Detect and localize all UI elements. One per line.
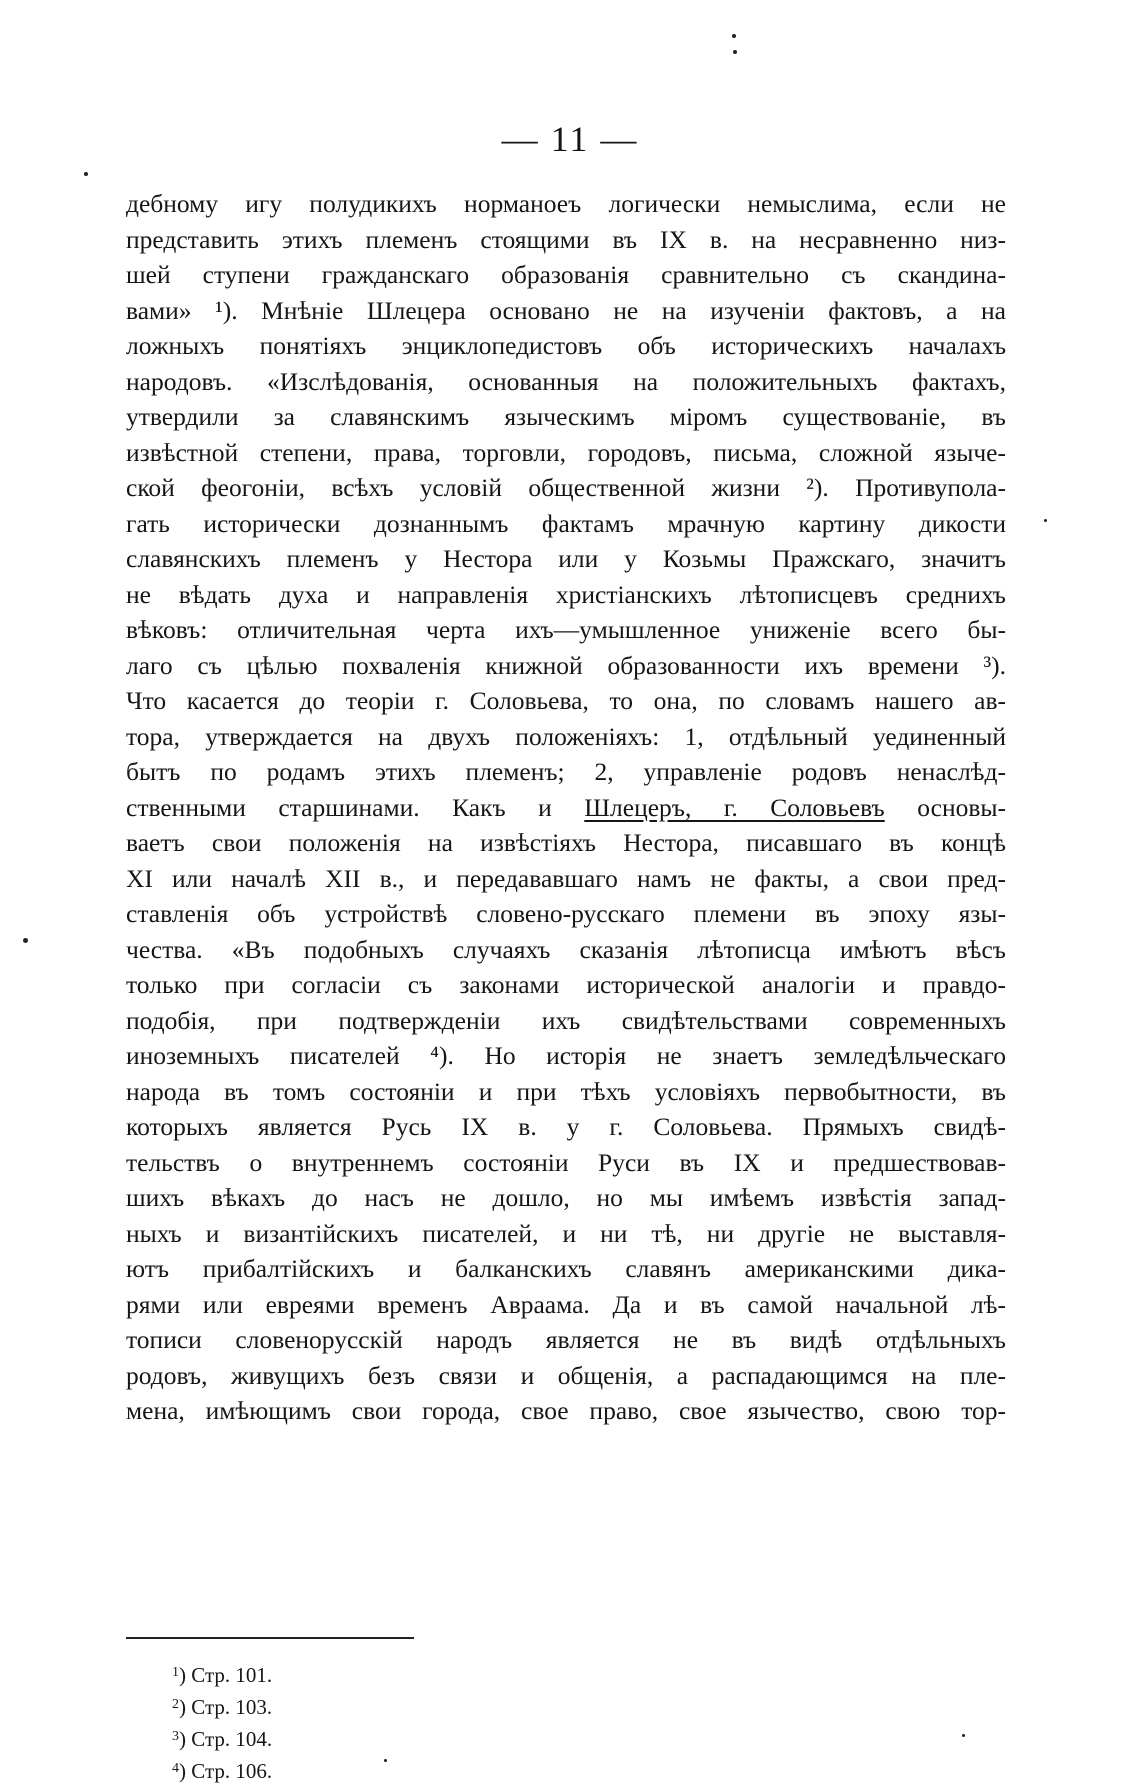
text-line: бытъ по родамъ этихъ племенъ; 2, управленіе родовъ ненаслѣд- bbox=[126, 757, 1006, 786]
page-number: — 11 — bbox=[501, 119, 639, 159]
footnote-mark: 4 bbox=[172, 1761, 179, 1776]
scan-speck bbox=[84, 172, 88, 176]
text-line: которыхъ является Русь IX в. у г. Соловьева. Прямыхъ свидѣ- bbox=[126, 1112, 1006, 1141]
footnote bbox=[172, 1658, 272, 1690]
scan-speck bbox=[1044, 519, 1047, 522]
footnote-divider bbox=[126, 1637, 414, 1639]
text-line: славянскихъ племенъ у Нестора или у Козьмы Пражскаго, значитъ bbox=[126, 544, 1006, 573]
footnote-mark: 1 bbox=[172, 1665, 179, 1680]
text-line: лаго съ цѣлью похваленія книжной образованности ихъ времени ³). bbox=[126, 650, 1006, 680]
text-line: только при согласіи съ законами исторической аналогіи и правдо- bbox=[126, 970, 1006, 999]
scan-speck bbox=[962, 1734, 965, 1737]
text-line: тора, утверждается на двухъ положеніяхъ: 1, отдѣльный уединенный bbox=[126, 721, 1006, 751]
text-line: подобія, при подтвержденіи ихъ свидѣтельствами современныхъ bbox=[126, 1005, 1006, 1035]
text-line: ложныхъ понятіяхъ энциклопедистовъ объ историческихъ началахъ bbox=[126, 331, 1006, 360]
text-line: ныхъ и византійскихъ писателей, и ни тѣ, ни другіе не выставля- bbox=[126, 1218, 1006, 1248]
body-text bbox=[126, 186, 1006, 1429]
text-line: родовъ, живущихъ безъ связи и общенія, а распадающимся на пле- bbox=[126, 1360, 1006, 1390]
text-line: ваетъ свои положенія на извѣстіяхъ Нестора, писавшаго въ концѣ bbox=[126, 828, 1006, 857]
text-line: шей ступени гражданскаго образованія сравнительно съ скандина- bbox=[126, 260, 1006, 289]
text-line: мена, имѣющимъ свои города, свое право, свое язычество, свою тор- bbox=[126, 1396, 1006, 1425]
footnote bbox=[172, 1722, 272, 1754]
text-line: XI или началѣ XII в., и передававшаго намъ не факты, а свои пред- bbox=[126, 863, 1006, 893]
text-line: ской феогоніи, всѣхъ условій общественной жизни ²). Противупола- bbox=[126, 473, 1006, 502]
footnotes bbox=[172, 1658, 272, 1786]
text-line: ственными старшинами. Какъ и Шлецеръ, г. Соловьевъ основы- bbox=[126, 792, 1006, 822]
text-line: дебному игу полудикихъ норманоеъ логически немыслима, если не bbox=[126, 189, 1006, 218]
footnote-text: ) Стр. 103. bbox=[179, 1695, 273, 1719]
footnote-mark: 2 bbox=[172, 1697, 179, 1712]
text-line: извѣстной степени, права, торговли, городовъ, письма, сложной языче- bbox=[126, 437, 1006, 467]
scan-speck bbox=[23, 938, 28, 943]
footnote-text: ) Стр. 101. bbox=[179, 1663, 273, 1687]
text-line: рями или евреями временъ Авраама. Да и въ самой начальной лѣ- bbox=[126, 1289, 1006, 1319]
text-line: тописи словенорусскій народъ является не въ видѣ отдѣльныхъ bbox=[126, 1325, 1006, 1354]
text-line: народа въ томъ состояніи и при тѣхъ условіяхъ первобытности, въ bbox=[126, 1076, 1006, 1106]
text-line: иноземныхъ писателей ⁴). Но исторія не знаетъ земледѣльческаго bbox=[126, 1041, 1006, 1070]
text-line: чества. «Въ подобныхъ случаяхъ сказанія лѣтописца имѣютъ вѣсъ bbox=[126, 934, 1006, 964]
text-line: ставленія объ устройствѣ словено-русскаго племени въ эпоху язы- bbox=[126, 899, 1006, 928]
text-line: вѣковъ: отличительная черта ихъ—умышленное униженіе всего бы- bbox=[126, 615, 1006, 644]
text-line: не вѣдать духа и направленія христіанскихъ лѣтописцевъ среднихъ bbox=[126, 579, 1006, 609]
underlined-phrase: Шлецеръ, г. Соловьевъ bbox=[584, 792, 885, 822]
text-line: Что касается до теоріи г. Соловьева, то она, по словамъ нашего ав- bbox=[126, 686, 1006, 715]
footnote bbox=[172, 1690, 272, 1722]
scan-speck bbox=[384, 1759, 387, 1762]
text-line: представить этихъ племенъ стоящими въ IX в. на несравненно низ- bbox=[126, 224, 1006, 254]
text-line: ютъ прибалтійскихъ и балканскихъ славянъ американскими дика- bbox=[126, 1254, 1006, 1283]
scan-speck bbox=[733, 50, 737, 54]
footnote bbox=[172, 1754, 272, 1786]
scan-speck bbox=[732, 34, 736, 38]
text-line: вами» ¹). Мнѣніе Шлецера основано не на изученіи фактовъ, а на bbox=[126, 295, 1006, 325]
text-line: тельствъ о внутреннемъ состояніи Руси въ IX и предшествовав- bbox=[126, 1147, 1006, 1177]
text-line: шихъ вѣкахъ до насъ не дошло, но мы имѣемъ извѣстія запад- bbox=[126, 1183, 1006, 1212]
text-line: утвердили за славянскимъ языческимъ міромъ существованіе, въ bbox=[126, 402, 1006, 431]
text-line: народовъ. «Изслѣдованія, основанныя на положительныхъ фактахъ, bbox=[126, 366, 1006, 396]
footnote-mark: 3 bbox=[172, 1729, 179, 1744]
text-line: гать исторически дознаннымъ фактамъ мрачную картину дикости bbox=[126, 508, 1006, 538]
footnote-text: ) Стр. 104. bbox=[179, 1727, 273, 1751]
footnote-text: ) Стр. 106. bbox=[179, 1759, 273, 1783]
